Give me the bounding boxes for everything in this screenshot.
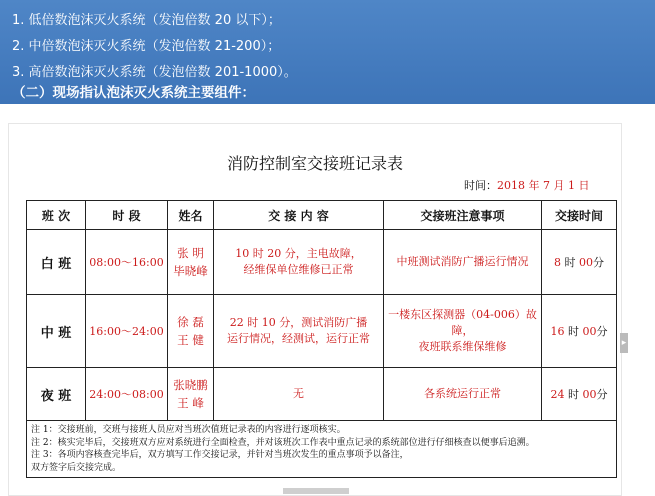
name: 王 峰 <box>177 396 204 410</box>
footnotes-cell <box>27 421 617 478</box>
notes-cell <box>384 230 542 295</box>
shift-handover-document <box>8 123 622 496</box>
hour-unit: 时 <box>568 388 579 401</box>
header-line-1: 1. 低倍数泡沫灭火系统（发泡倍数 20 以下）； <box>12 13 281 28</box>
col-header-period: 时 段 <box>86 201 168 230</box>
name: 王 健 <box>177 333 204 347</box>
handover-table <box>26 200 617 478</box>
table-row <box>27 368 617 421</box>
date-value: 2018 年 7 月 1 日 <box>497 179 590 192</box>
footnote: 注 3：各项内容核查完毕后，双方填写工作交接记录，并针对当班次发生的重点事项予以备注， <box>31 450 409 460</box>
notes-line: 各系统运行正常 <box>424 387 501 400</box>
notes-line: 一楼东区探测器（04-006）故障， <box>388 308 537 337</box>
table-row <box>27 295 617 368</box>
period-cell: 24:00～08:00 <box>86 368 168 421</box>
content-line: 无 <box>293 387 304 400</box>
shift-cell: 白 班 <box>27 230 86 295</box>
document-date <box>464 177 589 193</box>
header-line-3: 3. 高倍数泡沫灭火系统（发泡倍数 201-1000）。 <box>12 65 297 80</box>
col-header-name: 姓名 <box>168 201 214 230</box>
footnote: 注 1：交接班前，交班与接班人员应对当班次值班记录表的内容进行逐项核实。 <box>31 425 346 435</box>
name: 张晓鹏 <box>173 378 208 392</box>
time-hour: 16 <box>550 325 565 338</box>
handover-time-cell <box>542 230 617 295</box>
notes-cell <box>384 368 542 421</box>
time-minute: 00 <box>582 388 597 401</box>
footnote: 双方签字后交接完成。 <box>31 462 122 473</box>
hour-unit: 时 <box>564 256 576 269</box>
name: 张 明 <box>177 246 204 260</box>
period-cell: 16:00～24:00 <box>86 295 168 368</box>
header-banner <box>0 0 655 104</box>
document-title: 消防控制室交接班记录表 <box>226 154 403 173</box>
footnote: 注 2：核实完毕后，交接班双方应对系统进行全面检查，并对该班次工作表中重点记录的系统部位进行仔细核查以便事后追溯。 <box>31 437 535 448</box>
period-cell: 08:00～16:00 <box>86 230 168 295</box>
content-line: 10 时 20 分，主电故障， <box>235 247 362 260</box>
col-header-notes: 交接班注意事项 <box>384 201 542 230</box>
col-header-content: 交 接 内 容 <box>214 201 384 230</box>
name: 徐 磊 <box>177 315 204 329</box>
header-line-2: 2. 中倍数泡沫灭火系统（发泡倍数 21-200）； <box>12 39 281 54</box>
handover-time-cell <box>542 368 617 421</box>
content-cell <box>214 230 384 295</box>
content-cell <box>214 368 384 421</box>
time-hour: 24 <box>550 388 565 401</box>
names-cell <box>168 368 214 421</box>
notes-line: 夜班联系维保维修 <box>418 340 507 353</box>
notes-line: 中班测试消防广播运行情况 <box>396 255 529 268</box>
header-section-heading: （二）现场指认泡沫灭火系统主要组件： <box>12 85 255 101</box>
table-header-row <box>27 201 617 230</box>
table-row <box>27 230 617 295</box>
time-minute: 00 <box>582 325 597 338</box>
content-cell <box>214 295 384 368</box>
col-header-shift: 班 次 <box>27 201 86 230</box>
footnotes-row <box>27 421 617 478</box>
shift-cell: 中 班 <box>27 295 86 368</box>
col-header-handover-time: 交接时间 <box>542 201 617 230</box>
handover-time-cell <box>542 295 617 368</box>
chevron-right-icon[interactable]: ▸ <box>620 333 628 353</box>
name: 毕晓峰 <box>173 264 208 278</box>
minute-unit: 分 <box>596 388 608 401</box>
content-line: 22 时 10 分，测试消防广播 <box>229 316 368 329</box>
date-label: 时间： <box>464 179 497 192</box>
hour-unit: 时 <box>568 325 579 338</box>
minute-unit: 分 <box>596 325 608 338</box>
notes-cell <box>384 295 542 368</box>
shift-cell: 夜 班 <box>27 368 86 421</box>
time-hour: 8 <box>554 256 561 269</box>
content-line: 运行情况，经测试，运行正常 <box>227 332 370 345</box>
content-line: 经维保单位维修已正常 <box>243 263 354 276</box>
time-minute: 00 <box>579 256 593 269</box>
names-cell <box>168 230 214 295</box>
minute-unit: 分 <box>593 256 604 269</box>
scrollbar-thumb[interactable] <box>283 488 349 494</box>
names-cell <box>168 295 214 368</box>
